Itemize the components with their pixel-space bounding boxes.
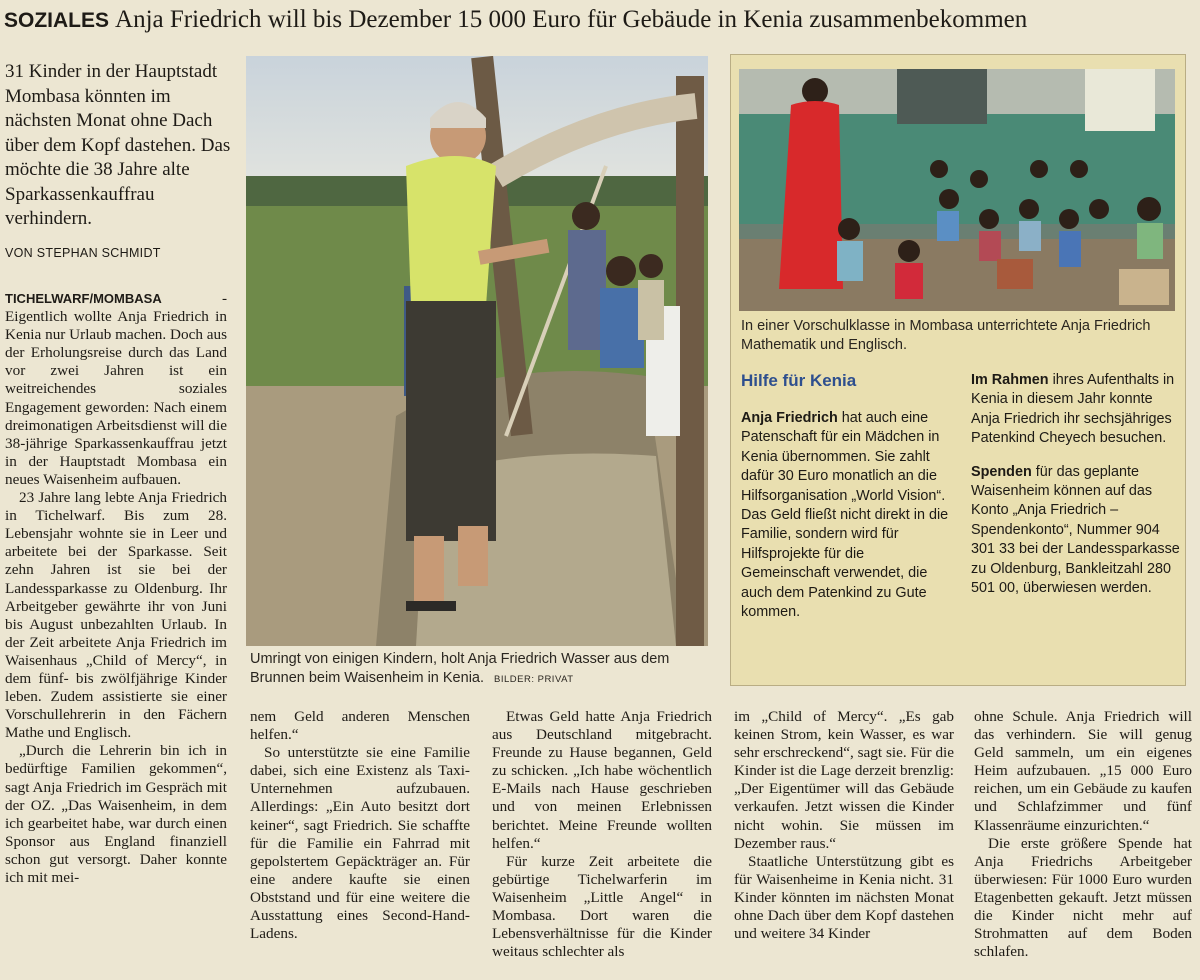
photo-classroom <box>739 69 1175 311</box>
infobox <box>730 54 1186 686</box>
paragraph: Staatliche Unterstützung gibt es für Waisenheime in Kenia nicht. 31 Kinder könnten im nächsten Monat ohne Dach über dem Kopf dastehen und weitere 34 Kinder <box>734 852 954 943</box>
infobox-lead: Im Rahmen <box>971 372 1049 388</box>
infobox-lead: Anja Friedrich <box>741 410 838 426</box>
photo-classroom-image <box>739 69 1175 311</box>
photo-credit: BILDER: PRIVAT <box>494 674 574 685</box>
infobox-title: Hilfe für Kenia <box>741 371 857 390</box>
article-column-4 <box>734 708 954 978</box>
paragraph: So unterstützte sie eine Familie dabei, sich eine Existenz als Taxi-Unternehmen aufzubauen. Allerdings: „Ein Auto besitzt dort keiner“, sagt Friedrich. Sie schaffte für die Familie ein Fahrrad mit gepolstertem Gepäckträger an. Für eine andere kaufte sie einen Obststand und für eine weitere die Ausstattung eines Second-Hand-Ladens. <box>250 744 470 943</box>
photo-well-image <box>246 56 708 646</box>
infobox-column-1 <box>741 409 953 636</box>
headline <box>4 2 1196 38</box>
paragraph: Etwas Geld hatte Anja Friedrich aus Deutschland mitgebracht. Freunde zu Hause begannen, Geld zu schicken. „Ich habe wöchentlich E-Mails nach Hause geschrieben und von meinen Erlebnissen berichtet. Meine Freunde wollten helfen.“ <box>492 708 712 852</box>
article-column-3 <box>492 708 712 978</box>
paragraph: 23 Jahre lang lebte Anja Friedrich in Tichelwarf. Bis zum 28. Lebensjahr wohnte sie in Leer und arbeitete bei der Sparkasse. Seit zehn Jahren ist sie bei der Landessparkasse zu Oldenburg. Ihr Arbeitgeber gewährte ihr von Juni bis August unbezahlten Urlaub. In der Zeit arbeitete Anja Friedrich im Waisenhaus „Child of Mercy“, in dem fünf- bis zwölfjährige Kinder leben. Zudem assistierte sie einer Vorschullehrerin in den Fächern Mathe und Englisch. <box>5 489 227 742</box>
paragraph: ohne Schule. Anja Friedrich will das verhindern. Sie will genug Geld sammeln, um ein eigenes Heim aufzubauen. „15 000 Euro reichen, um ein Gebäude zu kaufen und Schlafzimmer und fünf Klassenräume einzurichten.“ <box>974 708 1192 834</box>
article-column-1 <box>5 290 227 978</box>
article-column-2 <box>250 708 470 978</box>
photo-well <box>246 56 708 646</box>
article-intro: 31 Kinder in der Hauptstadt Mombasa könnten im nächsten Monat ohne Dach über dem Kopf dastehen. Das möchte die 38 Jahre alte Sparkassenkauffrau verhindern. <box>5 61 231 229</box>
paragraph: TICHELWARF/MOMBASA - Eigentlich wollte Anja Friedrich in Kenia nur Urlaub machen. Doch aus der Erholungsreise durch das Land vor zwei Jahren ist ein weitreichendes soziales Engagement geworden: Nach einem dreimonatigen Arbeitsdienst will die 38-jährige Sparkassenkauffrau jetzt in der Hauptstadt Mombasa ein neues Waisenheim aufbauen. <box>5 290 227 488</box>
paragraph: „Durch die Lehrerin bin ich in bedürftige Familien gekommen“, sagt Anja Friedrich im Gespräch mit der OZ. „Das Waisenheim, in dem ich gearbeitet habe, war durch einen Sponsor aus England finanziell schon gut versorgt. Daher konnte ich mit mei- <box>5 742 227 886</box>
photo-classroom-caption: In einer Vorschulklasse in Mombasa unterrichtete Anja Friedrich Mathematik und Englisch. <box>741 318 1151 353</box>
byline: VON STEPHAN SCHMIDT <box>5 246 161 260</box>
paragraph: nem Geld anderen Menschen helfen.“ <box>250 708 470 744</box>
paragraph: Für kurze Zeit arbeitete die gebürtige Tichelwarferin im Waisenheim „Little Angel“ in Mombasa. Dort waren die Lebensverhältnisse für die Kinder weitaus schlechter als <box>492 852 712 961</box>
paragraph: Die erste größere Spende hat Anja Friedrichs Arbeitgeber überwiesen: Für 1000 Euro wurden Etagenbetten gekauft. Jetzt müssen die Kinder nicht mehr auf Strohmatten auf dem Boden schlafen. <box>974 834 1192 961</box>
infobox-paragraph: Anja Friedrich hat auch eine Patenschaft für ein Mädchen in Kenia übernommen. Sie zahlt dafür 30 Euro monatlich an die Hilfsorganisation „World Vision“. Das Geld fließt nicht direkt in die Familie, sondern wird für Hilfsprojekte für die Gemeinschaft verwendet, die auch dem Patenkind zu Gute kommen. <box>741 410 949 621</box>
infobox-lead: Spenden <box>971 463 1032 480</box>
infobox-column-2 <box>971 371 1181 612</box>
photo-well-caption: Umringt von einigen Kindern, holt Anja Friedrich Wasser aus dem Brunnen beim Waisenheim in Kenia. BILDER: PRIVAT <box>250 651 670 686</box>
paragraph: im „Child of Mercy“. „Es gab keinen Strom, kein Wasser, es war sehr erschreckend“, sagt sie. Für die Kinder ist die Lage derzeit brenzlig: „Der Eigentümer will das Gebäude verkaufen. Jetzt wissen die Kinder nicht wohin. Sie müssen im Dezember raus.“ <box>734 708 954 852</box>
section-kicker: SOZIALES <box>4 9 110 32</box>
article-column-5 <box>974 708 1192 978</box>
infobox-paragraph: Spenden für das geplante Waisenheim können auf das Konto „Anja Friedrich – Spendenkonto“, Nummer 904 301 33 bei der Landessparkasse zu Oldenburg, Bankleitzahl 280 501 00, überwiesen werden. <box>971 463 1180 597</box>
headline-title: Anja Friedrich will bis Dezember 15 000 Euro für Gebäude in Kenia zusammenbekommen <box>115 6 1028 33</box>
infobox-paragraph: Im Rahmen ihres Aufenthalts in Kenia in diesem Jahr konnte Anja Friedrich ihr sechsjähriges Patenkind Cheyech besuchen. <box>971 372 1175 447</box>
dateline: TICHELWARF/MOMBASA <box>5 291 162 306</box>
